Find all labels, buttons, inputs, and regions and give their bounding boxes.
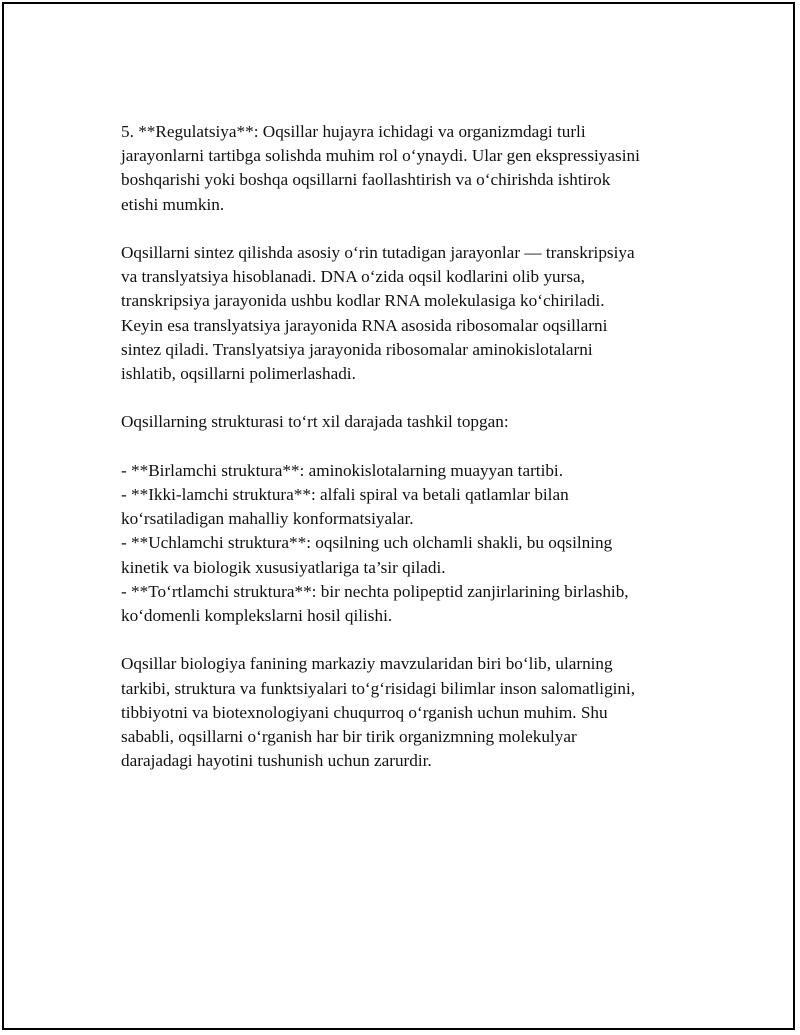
- page-frame: [2, 2, 795, 1030]
- list-item-text: - **To‘rtlamchi struktura**: bir nechta polipeptid zanjirlarining birlashib,: [121, 581, 629, 601]
- text-line: Oqsillarni sintez qilishda asosiy o‘rin tutadigan jarayonlar — transkripsiya: [121, 243, 635, 262]
- text-line: Oqsillarning strukturasi to‘rt xil darajada tashkil topgan:: [121, 412, 509, 432]
- paragraph-regulation: [121, 120, 701, 217]
- text-line: darajadagi hayotini tushunish uchun zarurdir.: [121, 751, 432, 771]
- list-item-text: kinetik va biologik xususiyatlariga ta’sir qiladi.: [121, 557, 446, 577]
- text-line: jarayonlarni tartibga solishda muhim rol o‘ynaydi. Ular gen ekspressiyasini: [121, 146, 640, 166]
- list-item-text: - **Uchlamchi struktura**: oqsilning uch olchamli shakli, bu oqsilning: [121, 533, 613, 553]
- list-item-text: ko‘domenli komplekslarni hosil qilishi.: [121, 606, 393, 626]
- paragraph-conclusion: [121, 652, 701, 773]
- structure-levels-list: [121, 459, 701, 628]
- text-line: boshqarishi yoki boshqa oqsillarni faollashtirish va o‘chirishda ishtirok: [121, 170, 611, 190]
- paragraph-structure-intro: [121, 410, 701, 434]
- text-line: tibbiyotni va biotexnologiyani chuqurroq o‘rganish uchun muhim. Shu: [121, 702, 608, 722]
- list-item-text: ko‘rsatiladigan mahalliy konformatsiyalar.: [121, 509, 414, 529]
- text-line: ishlatib, oqsillarni polimerlashadi.: [121, 364, 356, 384]
- text-line: sababli, oqsillarni o‘rganish har bir tirik organizmning molekulyar: [121, 727, 577, 747]
- document-body: [121, 120, 701, 798]
- list-item-text: - **Birlamchi struktura**: aminokislotalarning muayyan tartibi.: [121, 460, 564, 480]
- text-line: transkripsiya jarayonida ushbu kodlar RNA molekulasiga ko‘chiriladi.: [121, 291, 605, 311]
- text-line: va translyatsiya hisoblanadi. DNA o‘zida oqsil kodlarini olib yursa,: [121, 267, 585, 287]
- text-line: sintez qiladi. Translyatsiya jarayonida ribosomalar aminokislotalarni: [121, 339, 593, 359]
- text-line: tarkibi, struktura va funktsiyalari to‘g‘risidagi bilimlar inson salomatligini,: [121, 678, 636, 698]
- paragraph-synthesis: [121, 241, 701, 386]
- text-line: Keyin esa translyatsiya jarayonida RNA asosida ribosomalar oqsillarni: [121, 315, 608, 335]
- list-item-text: - **Ikki-lamchi struktura**: alfali spiral va betali qatlamlar bilan: [121, 485, 569, 504]
- text-line: Oqsillar biologiya fanining markaziy mavzularidan biri bo‘lib, ularning: [121, 654, 613, 674]
- text-line: 5. **Regulatsiya**: Oqsillar hujayra ichidagi va organizmdagi turli: [121, 122, 586, 141]
- text-line: etishi mumkin.: [121, 194, 225, 214]
